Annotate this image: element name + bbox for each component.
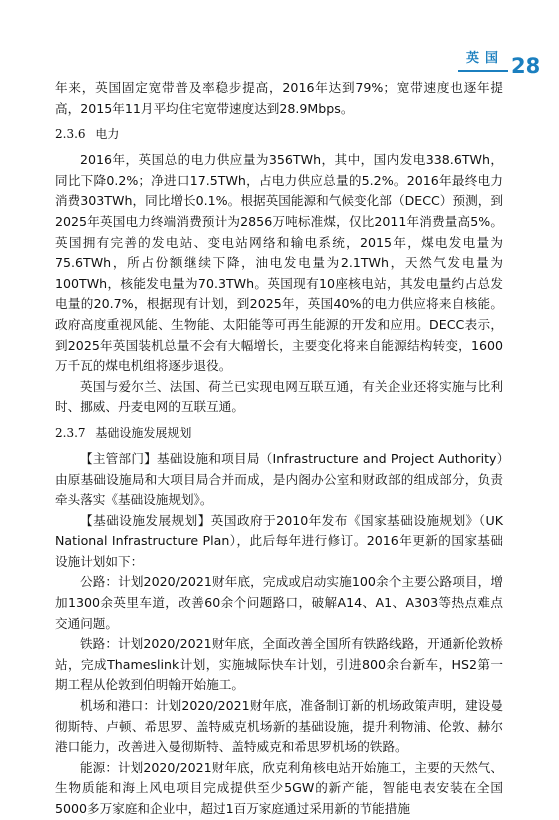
section-heading-power [55, 126, 503, 143]
power-paragraph-2: 英国与爱尔兰、法国、荷兰已实现电网互联互通，有关企业还将实施与比利时、挪威、丹麦电网的互联互通。 [55, 378, 503, 415]
infra-paragraph-energy: 能源：计划2020/2021财年底，欣克利角核电站开始施工，主要的天然气、生物质能和海上风电项目完成提供至少5GW的新产能，智能电表安装在全国5000多万家庭和企业中，超过1百万家庭通过采用新的节能措施 [55, 759, 503, 816]
power-paragraph-1: 2016年，英国总的电力供应量为356TWh，其中，国内发电338.6TWh，同比下降0.2%；净进口17.5TWh，占电力供应总量的5.2%。2016年最终电力消费303TWh，同比增长0.1%。根据英国能源和气候变化部（DECC）预测，到2025年英国电力终端消费预计为2856万吨标准煤，仅比2011年消费量高5%。英国拥有完善的发电站、变电站网络和输电系统，2015年，煤电发电量为75.6TWh，所占份额继续下降，油电发电量为2.1TWh，天然气发电量为100TWh，核能发电量为70.3TWh。英国现有10座核电站，其发电量约占总发电量的20.7%，根据现有计划，到2025年，英国40%的电力供应将来自核能。政府高度重视风能、生物能、太阳能等可再生能源的开发和应用。DECC表示，到2025年英国装机总量不会有大幅增长，主要变化将来自能源结构转变，1600万千瓦的煤电机组将逐步退役。 [55, 152, 503, 374]
infra-paragraph-rail: 铁路：计划2020/2021财年底，全面改善全国所有铁路线路，开通新伦敦桥站，完成Thameslink计划，实施城际快车计划，引进800余台新车，HS2第一期工程从伦敦到伯明翰开始施工。 [55, 636, 503, 693]
infra-paragraph-authority: 【主管部门】基础设施和项目局（Infrastructure and Project Authority）由原基础设施局和大项目局合并而成，是内阁办公室和财政部的组成部分，负责牵头落实《基础设施规划》。 [55, 450, 503, 508]
section-number: 2.3.7 [55, 425, 86, 440]
infra-paragraph-roads: 公路：计划2020/2021财年底，完成或启动实施100余个主要公路项目，增加1300余英里车道，改善60余个问题路口，破解A14、A1、A303等热点难点交通问题。 [55, 574, 503, 631]
page-number: 28 [511, 54, 541, 78]
page-header [0, 0, 559, 78]
infra-paragraph-airports-ports: 机场和港口：计划2020/2021财年底，准备制订新的机场政策声明，建设曼彻斯特、卢顿、希思罗、盖特威克机场新的基础设施，提升利物浦、伦敦、赫尔港口能力，改善进入曼彻斯特、盖特威克和希思罗机场的铁路。 [55, 698, 503, 755]
page-body [55, 78, 503, 820]
section-title: 基础设施发展规划 [95, 425, 192, 440]
infra-paragraph-plan: 【基础设施发展规划】英国政府于2010年发布《国家基础设施规划》（UK National Infrastructure Plan），此后每年进行修订。2016年更新的国家基础设施计划如下： [55, 512, 503, 569]
header-rule [458, 70, 508, 72]
intro-paragraph: 年来，英国固定宽带普及率稳步提高，2016年达到79%；宽带速度也逐年提高，2015年11月平均住宅宽带速度达到28.9Mbps。 [55, 80, 503, 116]
section-number: 2.3.6 [55, 127, 86, 142]
running-header-country: 英国 [465, 51, 504, 66]
section-title: 电力 [95, 127, 120, 142]
section-heading-infrastructure [55, 425, 503, 442]
